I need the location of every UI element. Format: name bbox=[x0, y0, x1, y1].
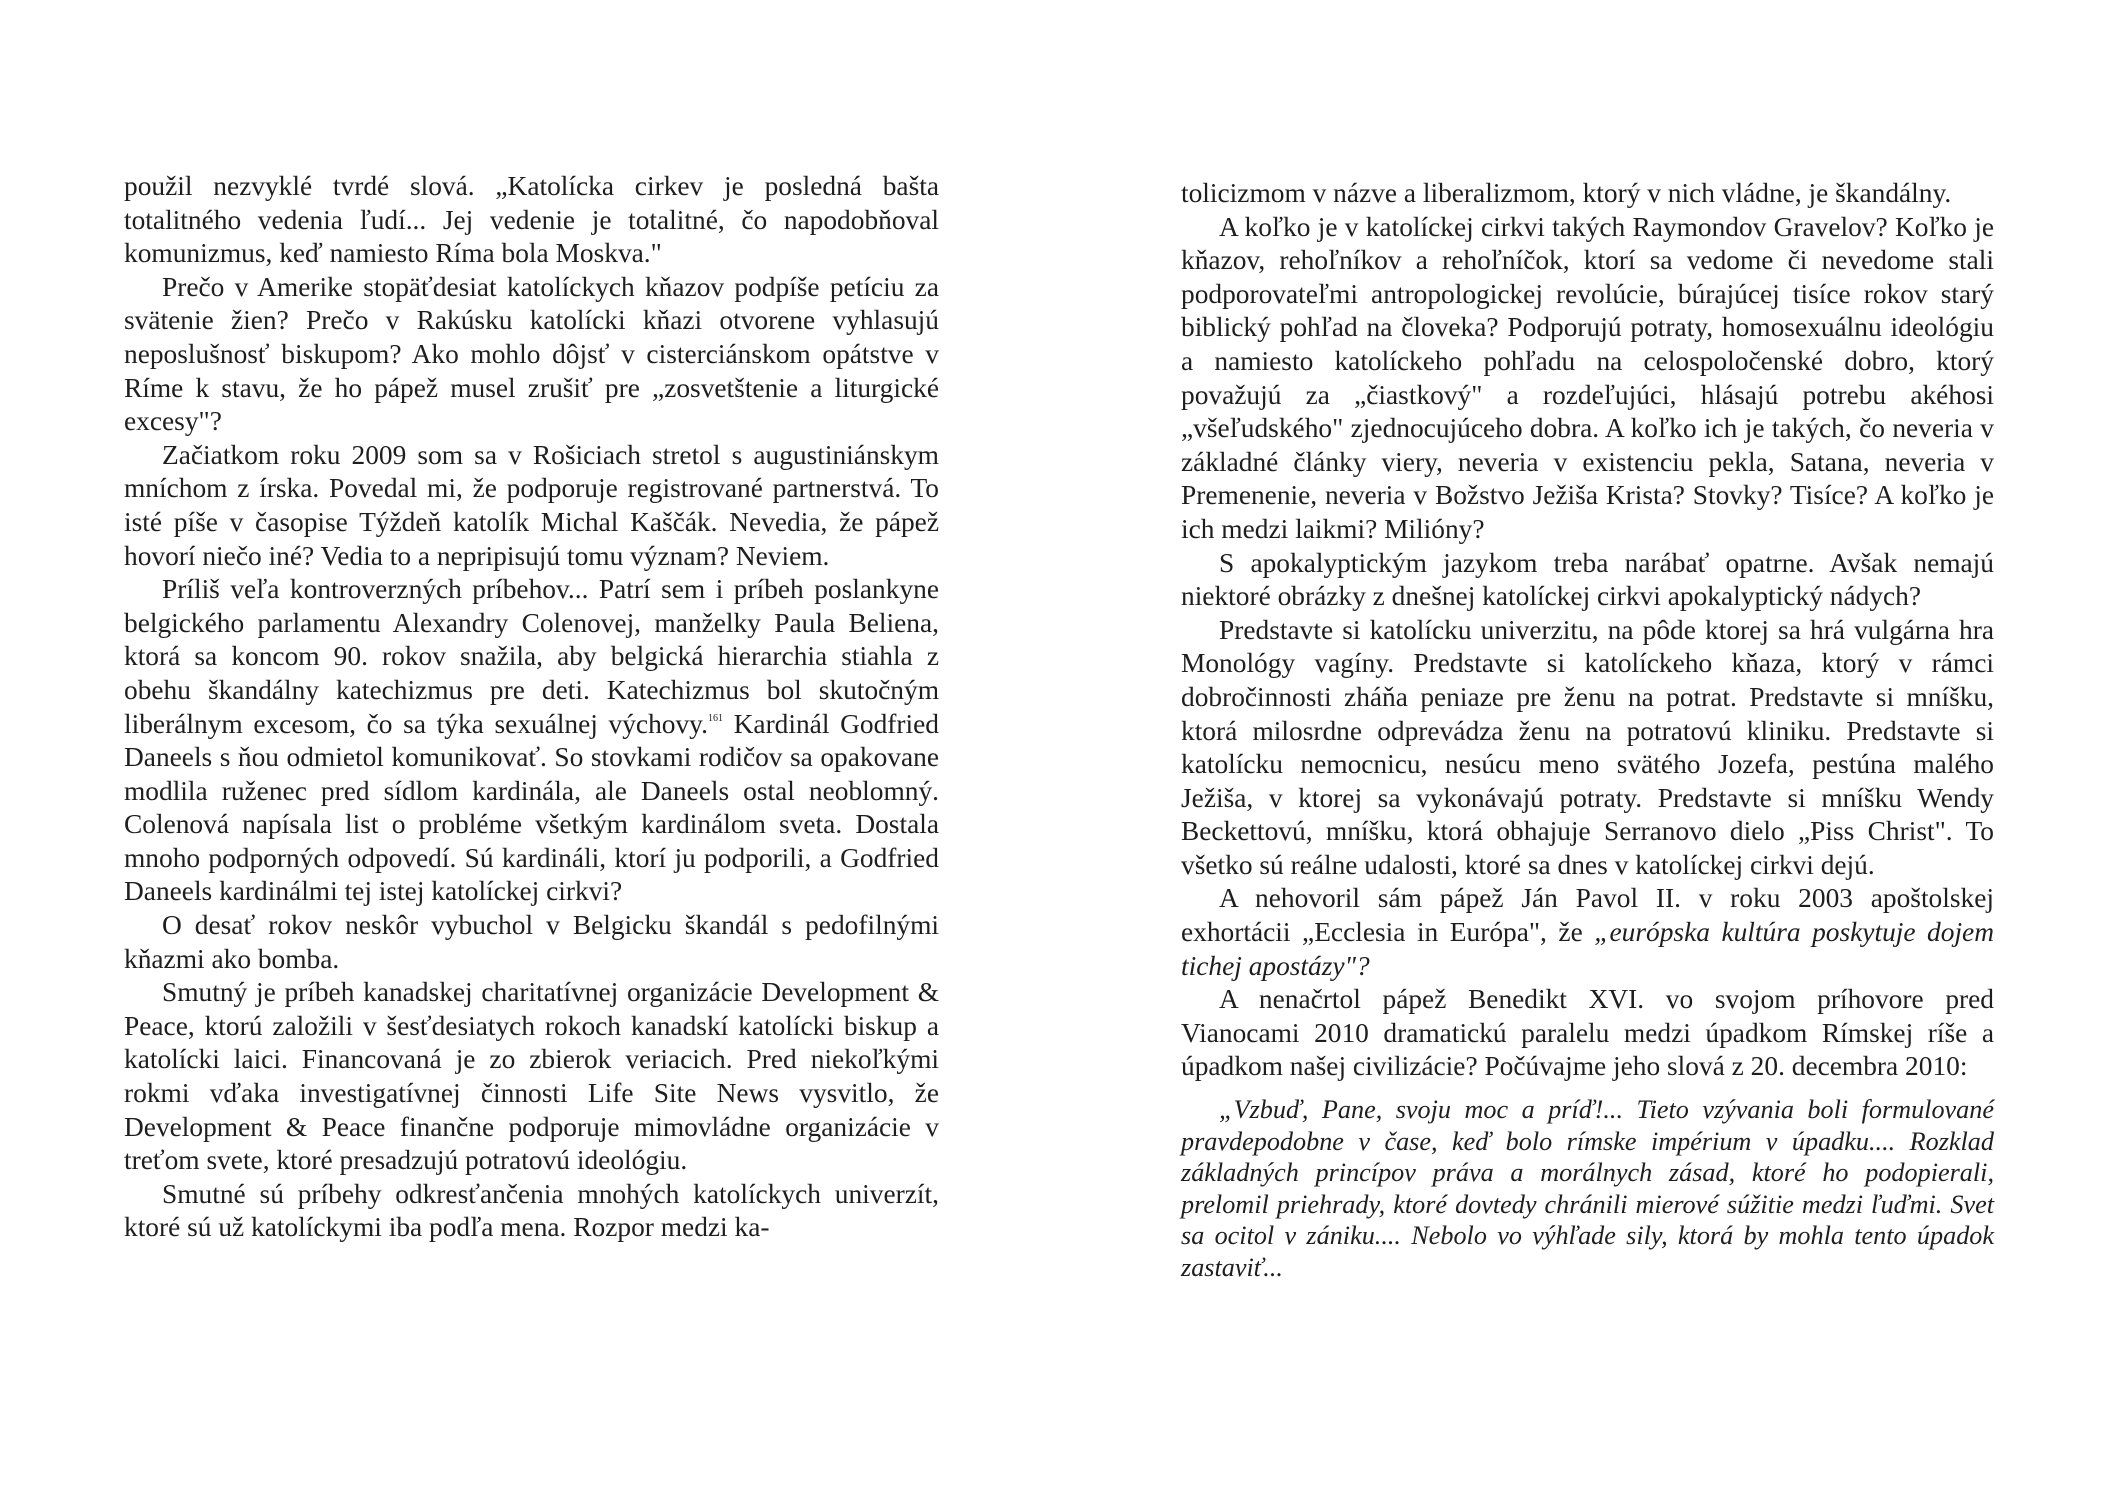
paragraph: O desať rokov neskôr vybuchol v Belgicku škandál s pedofilnými kňazmi ako bomba. bbox=[124, 910, 939, 974]
right-text-column bbox=[1181, 177, 1994, 1283]
left-text-column bbox=[124, 170, 939, 1245]
emphasized-quote: „európska kultúra poskytuje dojem tichej apostázy"? bbox=[1181, 917, 1994, 981]
paragraph-text: A nehovoril sám pápež Ján Pavol II. v roku 2003 apoštolskej exhortácii „Ecclesia in Európa", že bbox=[1181, 883, 1994, 948]
right-page bbox=[1058, 0, 2116, 1500]
paragraph: Smutný je príbeh kanadskej charitatívnej organizácie Development & Peace, ktorú založili v šesťdesiatych rokoch kanadskí katolícki biskup a katolícki laici. Financovaná je zo zbierok veriacich. Pred niekoľkými rokmi vďaka investigatívnej činnosti Life Site News vysvitlo, že Development & Peace finančne podporuje mimovládne organizácie v treťom svete, ktoré presadzujú potratovú ideológiu. bbox=[124, 977, 939, 1176]
paragraph bbox=[1181, 882, 1994, 983]
paragraph-text: Príliš veľa kontroverzných príbehov... Patrí sem i príbeh poslankyne belgického parlamentu Alexandry Colenovej, manželky Paula Beliena, ktorá sa koncom 90. rokov snažila, aby belgická hierarchia stiahla z obehu škandálny katechizmus pre deti. Katechizmus bol skutočným liberálnym excesom, čo sa týka sexuálnej výchovy. bbox=[124, 574, 939, 739]
paragraph: A koľko je v katolíckej cirkvi takých Raymondov Gravelov? Koľko je kňazov, rehoľníkov a rehoľníčok, ktorí sa vedome či nevedome stali podporovateľmi antropologickej revolúcie, búrajúcej tisíce rokov starý biblický pohľad na človeka? Podporujú potraty, homosexuálnu ideológiu a namiesto katolíckeho pohľadu na celospoločenské dobro, ktorý považujú za „čiastkový" a rozdeľujúci, hlásajú potrebu akéhosi „všeľudského" zjednocujúceho dobra. A koľko ich je takých, čo neveria v základné články viery, neveria v existenciu pekla, Satana, neveria v Premenenie, neveria v Božstvo Ježiša Krista? Stovky? Tisíce? A koľko je ich medzi laikmi? Milióny? bbox=[1181, 211, 1994, 544]
paragraph-text: Kardinál Godfried Daneels s ňou odmietol komunikovať. So stovkami rodičov sa opakovane modlila ruženec pred sídlom kardinála, ale Daneels ostal neoblomný. Colenová napísala list o probléme všetkým kardinálom sveta. Dostala mnoho podporných odpovedí. Sú kardináli, ktorí ju podporili, a Godfried Daneels kardinálmi tej istej katolíckej cirkvi? bbox=[124, 708, 939, 907]
paragraph: Smutné sú príbehy odkresťančenia mnohých katolíckych univerzít, ktoré sú už katolíckymi iba podľa mena. Rozpor medzi ka- bbox=[124, 1178, 939, 1243]
paragraph bbox=[124, 573, 939, 909]
paragraph: použil nezvyklé tvrdé slová. „Katolícka cirkev je posledná bašta totalitného vedenia ľudí... Jej vedenie je totalitné, čo napodobňoval komunizmus, keď namiesto Ríma bola Moskva." bbox=[124, 171, 939, 269]
paragraph: Prečo v Amerike stopäťdesiat katolíckych kňazov podpíše petíciu za svätenie žien? Prečo v Rakúsku katolícki kňazi otvorene vyhlasujú neposlušnosť biskupom? Ako mohlo dôjsť v cisterciánskom opátstve v Ríme k stavu, že ho pápež musel zrušiť pre „zosvetštenie a liturgické excesy"? bbox=[124, 271, 939, 437]
block-quote: „Vzbuď, Pane, svoju moc a príď!... Tieto vzývania boli formulované pravdepodobne v čase, keď bolo rímske impérium v úpadku.... Rozklad základných princípov práva a morálnych zásad, ktoré ho podopierali, prelomil priehrady, ktoré dovtedy chránili mierové súžitie medzi ľuďmi. Svet sa ocitol v zániku.... Nebolo vo výhľade sily, ktorá by mohla tento úpadok zastaviť... bbox=[1181, 1095, 1994, 1282]
paragraph: tolicizmom v názve a liberalizmom, ktorý v nich vládne, je škandálny. bbox=[1181, 178, 1952, 208]
paragraph: S apokalyptickým jazykom treba narábať opatrne. Avšak nemajú niektoré obrázky z dnešnej katolíckej cirkvi apokalyptický nádych? bbox=[1181, 547, 1994, 612]
paragraph: Predstavte si katolícku univerzitu, na pôde ktorej sa hrá vulgárna hra Monológy vagíny. Predstavte si katolíckeho kňaza, ktorý v rámci dobročinnosti zháňa peniaze pre ženu na potrat. Predstavte si mníšku, ktorá milosrdne odprevádza ženu na potratovú kliniku. Predstavte si katolícku nemocnicu, nesúcu meno svätého Jozefa, pestúna malého Ježiša, v ktorej sa vykonávajú potraty. Predstavte si mníšku Wendy Beckettovú, mníšku, ktorá obhajuje Serranovo dielo „Piss Christ". To všetko sú reálne udalosti, ktoré sa dnes v katolíckej cirkvi dejú. bbox=[1181, 614, 1994, 880]
footnote-reference: 161 bbox=[707, 712, 723, 724]
paragraph: A nenačrtol pápež Benedikt XVI. vo svojom príhovore pred Vianocami 2010 dramatickú paralelu medzi úpadkom Rímskej ríše a úpadkom našej civilizácie? Počúvajme jeho slová z 20. decembra 2010: bbox=[1181, 984, 1994, 1082]
paragraph: Začiatkom roku 2009 som sa v Rošiciach stretol s augustiniánskym mníchom z írska. Povedal mi, že podporuje registrované partnerstvá. To isté píše v časopise Týždeň katolík Michal Kaščák. Nevedia, že pápež hovorí niečo iné? Vedia to a nepripisujú tomu význam? Neviem. bbox=[124, 439, 939, 571]
